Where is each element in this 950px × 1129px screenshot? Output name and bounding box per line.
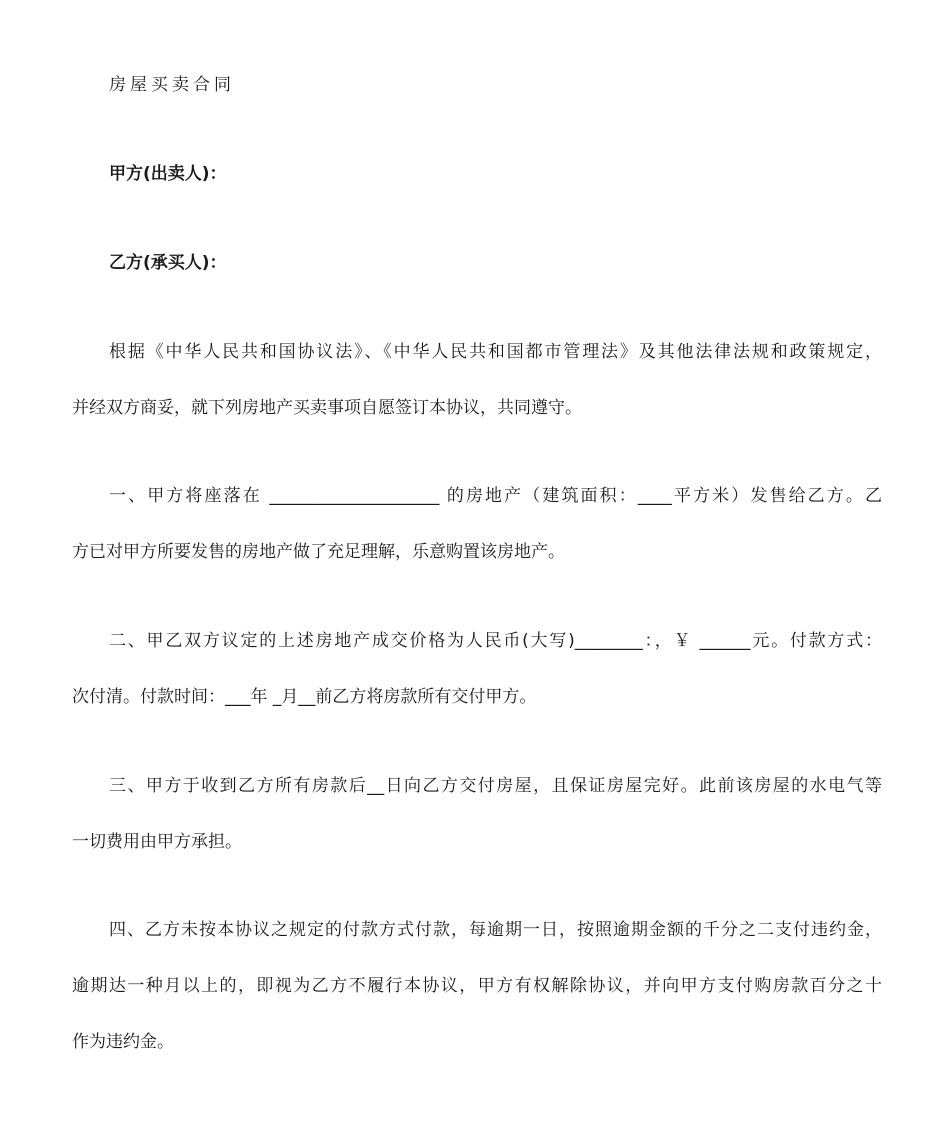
clause-4-line-1: 四、乙方未按本协议之规定的付款方式付款，每逾期一日，按照逾期金额的千分之二支付违约金，: [109, 920, 882, 940]
preamble-line-2: 并经双方商妥，就下列房地产买卖事项自愿签订本协议，共同遵守。: [72, 398, 582, 418]
clause-4-line-2: 逾期达一种月以上的，即视为乙方不履行本协议，甲方有权解除协议，并向甲方支付购房款百分之十: [72, 976, 882, 996]
clause-2-line-2: 次付清。付款时间：___年 _月__前乙方将房款所有交付甲方。: [72, 687, 537, 707]
clause-1-line-1: 一、甲方将座落在 ____________________ 的房地产（建筑面积：____平方米）发售给乙方。乙: [109, 486, 882, 506]
party-b-label: 乙方(承买人)：: [109, 253, 227, 273]
clause-1-line-2: 方已对甲方所要发售的房地产做了充足理解，乐意购置该房地产。: [72, 542, 565, 562]
document-title: 房屋买卖合同: [109, 75, 235, 95]
preamble-line-1: 根据《中华人民共和国协议法》、《中华人民共和国都市管理法》及其他法律法规和政策规定，: [109, 342, 882, 362]
clause-2-line-1: 二、甲乙双方议定的上述房地产成交价格为人民币(大写)________：，￥ ______元。付款方式：: [109, 631, 882, 651]
clause-3-line-2: 一切费用由甲方承担。: [72, 832, 242, 852]
clause-3-line-1: 三、甲方于收到乙方所有房款后__日向乙方交付房屋，且保证房屋完好。此前该房屋的水电气等: [109, 776, 882, 796]
party-a-label: 甲方(出卖人)：: [109, 164, 227, 184]
clause-4-line-3: 作为违约金。: [72, 1032, 174, 1052]
